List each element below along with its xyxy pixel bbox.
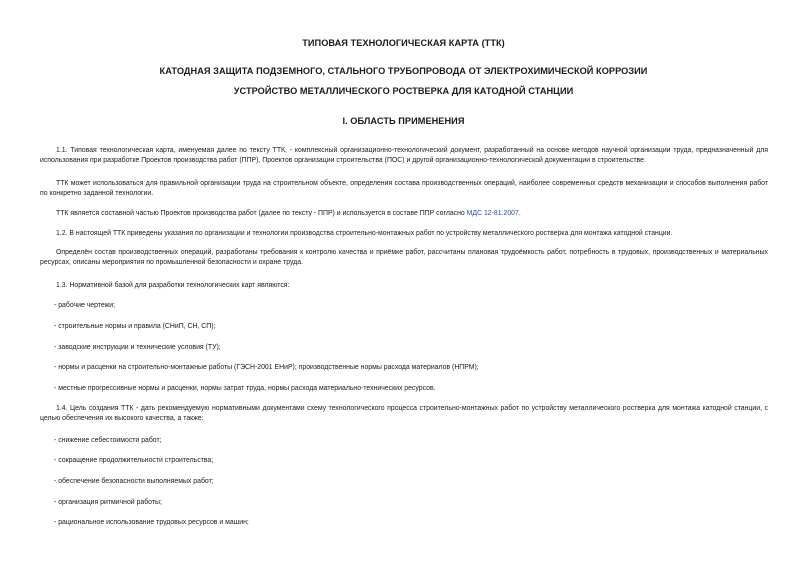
paragraph-end: . (518, 210, 521, 217)
list-item: - рабочие чертежи; (54, 302, 115, 309)
paragraph-1-1-usage: ТТК может использоваться для правильной организации труда на строительном объекте, определения состава производственных операций, наиболее современных средств механизации и способов выполнения работ по конкретно заданной технологии. (40, 180, 768, 197)
list-item: - снижение себестоимости работ; (54, 437, 162, 444)
document-title: ТИПОВАЯ ТЕХНОЛОГИЧЕСКАЯ КАРТА (ТТК) (302, 38, 505, 48)
paragraph-1-1: 1.1. Типовая технологическая карта, именуемая далее по тексту ТТК, - комплексный организационно-технологический документ, разработанный на основе методов научной организации труда, предназначенный для использования при разработке Проектов производства работ (ППР), Проектов организации строительства (ПОС) и другой организационно-технологической документации в строительстве. (40, 147, 768, 164)
list-item: - сокращение продолжительности строительства; (54, 457, 214, 464)
paragraph-1-2: 1.2. В настоящей ТТК приведены указания по организации и технологии производства строительно-монтажных работ по устройству металлического ростверка для монтажа катодной станции. (56, 230, 673, 237)
list-item: - местные прогрессивные нормы и расценки, нормы затрат труда, нормы расхода материально-технических ресурсов. (54, 385, 436, 392)
paragraph-1-3: 1.3. Нормативной базой для разработки технологических карт являются: (56, 282, 290, 289)
list-item: - рациональное использование трудовых ресурсов и машин; (54, 519, 249, 526)
list-item: - заводские инструкции и технические условия (ТУ); (54, 344, 221, 351)
paragraph-1-1-ppr (40, 209, 768, 219)
list-item: - организация ритмичной работы; (54, 499, 162, 506)
list-item: - нормы и расценки на строительно-монтажные работы (ГЭСН-2001 ЕНиР); производственные нормы расхода материалов (НПРМ); (54, 364, 479, 371)
paragraph-1-2-scope: Определён состав производственных операций, разработаны требования к контролю качества и приёмке работ, рассчитаны плановая трудоёмкость работ, потребность в трудовых, производственных и материальных ресурсах, описаны мероприятия по промышленной безопасности и охране труда. (40, 249, 768, 266)
section-heading: I. ОБЛАСТЬ ПРИМЕНЕНИЯ (342, 116, 465, 126)
mds-link[interactable]: МДС 12-81.2007 (466, 210, 519, 217)
list-item: - строительные нормы и правила (СНиП, СН, СП); (54, 323, 216, 330)
document-topic-heading: КАТОДНАЯ ЗАЩИТА ПОДЗЕМНОГО, СТАЛЬНОГО ТРУБОПРОВОДА ОТ ЭЛЕКТРОХИМИЧЕСКОЙ КОРРОЗИИ (159, 66, 648, 76)
paragraph-1-4: 1.4. Цель создания ТТК - дать рекомендуемую нормативными документами схему технологического процесса строительно-монтажных работ по устройству металлического ростверка для монтажа катодной станции, с целью обеспечения их высокого качества, а также: (40, 405, 768, 422)
paragraph-text: ТТК является составной частью Проектов производства работ (далее по тексту - ППР) и используется в составе ППР согласно (56, 210, 467, 217)
document-subtopic-heading: УСТРОЙСТВО МЕТАЛЛИЧЕСКОГО РОСТВЕРКА ДЛЯ КАТОДНОЙ СТАНЦИИ (233, 86, 574, 96)
list-item: - обеспечение безопасности выполняемых работ; (54, 478, 214, 485)
